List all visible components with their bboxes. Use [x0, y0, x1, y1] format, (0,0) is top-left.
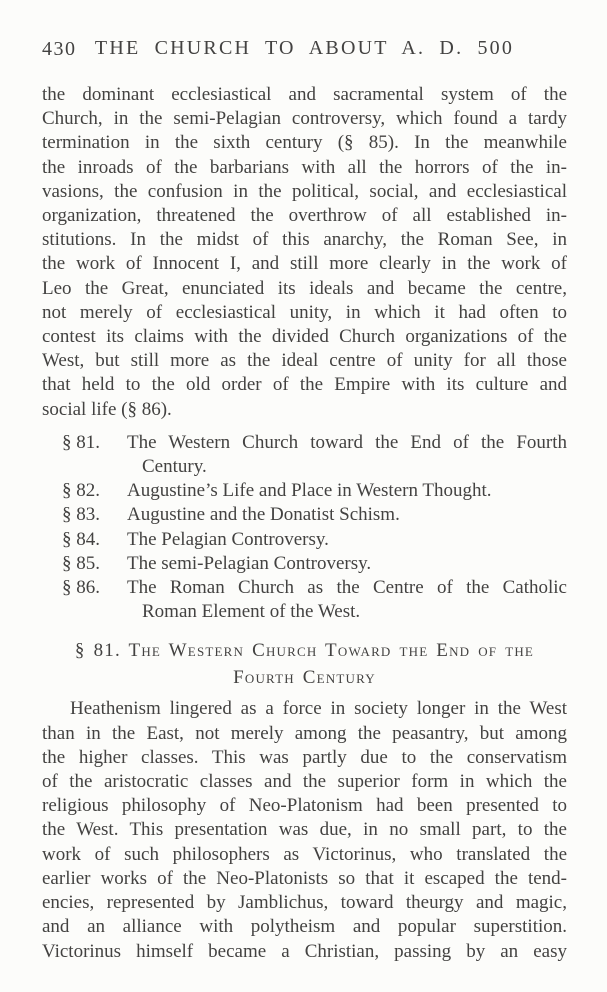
toc-item: [42, 576, 567, 624]
text-line: West, but still more as the ideal centre of unity for all those: [42, 350, 567, 372]
section-heading-line-1: § 81. The Western Church Toward the End of the: [74, 640, 535, 662]
text-line: religious philosophy of Neo-Platonism had been presented to: [42, 795, 567, 817]
toc-item: [42, 552, 567, 576]
text-line: the dominant ecclesiastical and sacramental system of the: [42, 84, 567, 105]
page-header: [42, 37, 567, 59]
toc-item-label: § 86.: [62, 577, 100, 599]
toc-item-text: [127, 479, 567, 503]
toc-item-label: § 82.: [62, 480, 100, 502]
toc-item: [42, 479, 567, 503]
toc-item-label: § 85.: [62, 552, 100, 574]
text-line: Leo the Great, enunciated its ideals and became the centre,: [42, 277, 567, 299]
toc-item-label: § 83.: [62, 504, 100, 526]
toc-item: [42, 431, 567, 479]
page-number: 430: [42, 38, 77, 60]
toc-item-text: [127, 528, 567, 552]
text-line: than in the East, not merely among the peasantry, but among: [42, 722, 567, 744]
section-heading-line-2: Fourth Century: [233, 667, 376, 689]
text-line: social life (§ 86).: [42, 398, 172, 420]
text-line: not merely of ecclesiastical unity, in which it had often to: [42, 301, 567, 323]
text-line: Church, in the semi-Pelagian controversy, which found a tardy: [42, 108, 567, 130]
toc-item-text: [127, 576, 567, 624]
toc-item: [42, 528, 567, 552]
text-line: vasions, the confusion in the political, social, and ecclesiastical: [42, 180, 567, 202]
text-line: Century.: [142, 456, 207, 478]
text-line: termination in the sixth century (§ 85). In the meanwhile: [42, 132, 567, 154]
section-body-paragraph: [42, 697, 567, 963]
text-line: The Pelagian Controversy.: [127, 528, 329, 550]
text-line: the higher classes. This was partly due to the conservatism: [42, 746, 567, 768]
toc-item-text: [127, 503, 567, 527]
text-line: Heathenism lingered as a force in society longer in the West: [70, 698, 567, 720]
text-line: work of such philosophers as Victorinus, who translated the: [42, 843, 567, 865]
text-line: encies, represented by Jamblichus, toward theurgy and magic,: [42, 892, 567, 914]
text-line: The Western Church toward the End of the Fourth: [127, 431, 567, 453]
text-line: Augustine and the Donatist Schism.: [127, 504, 400, 526]
text-line: the West. This presentation was due, in no small part, to the: [42, 819, 567, 841]
text-line: Augustine’s Life and Place in Western Thought.: [127, 480, 492, 502]
text-line: the work of Innocent I, and still more clearly in the work of: [42, 253, 567, 275]
toc-item: [42, 503, 567, 527]
text-line: and an alliance with polytheism and popular superstition.: [42, 916, 567, 938]
section-heading: [42, 637, 567, 691]
running-title: THE CHURCH TO ABOUT A. D. 500: [94, 37, 515, 59]
text-line: The Roman Church as the Centre of the Catholic: [127, 577, 567, 599]
toc-item-text: [127, 552, 567, 576]
text-line: stitutions. In the midst of this anarchy, the Roman See, in: [42, 229, 567, 251]
toc-item-label: § 84.: [62, 528, 100, 550]
toc-item-text: [127, 431, 567, 479]
text-line: The semi-Pelagian Controversy.: [127, 552, 372, 574]
text-line: of the aristocratic classes and the superior form in which the: [42, 771, 567, 793]
text-line: Victorinus himself became a Christian, passing by an easy: [42, 940, 567, 962]
toc-item-label: § 81.: [62, 431, 100, 453]
text-line: organization, threatened the overthrow of all established in-: [42, 205, 567, 227]
text-line: contest its claims with the divided Church organizations of the: [42, 326, 567, 348]
text-line: the inroads of the barbarians with all the horrors of the in-: [42, 156, 567, 178]
text-line: Roman Element of the West.: [142, 601, 361, 623]
text-line: that held to the old order of the Empire with its culture and: [42, 374, 567, 396]
continuation-paragraph: [42, 83, 567, 422]
text-line: earlier works of the Neo-Platonists so that it escaped the tend-: [42, 867, 567, 889]
section-contents-list: [42, 431, 567, 625]
